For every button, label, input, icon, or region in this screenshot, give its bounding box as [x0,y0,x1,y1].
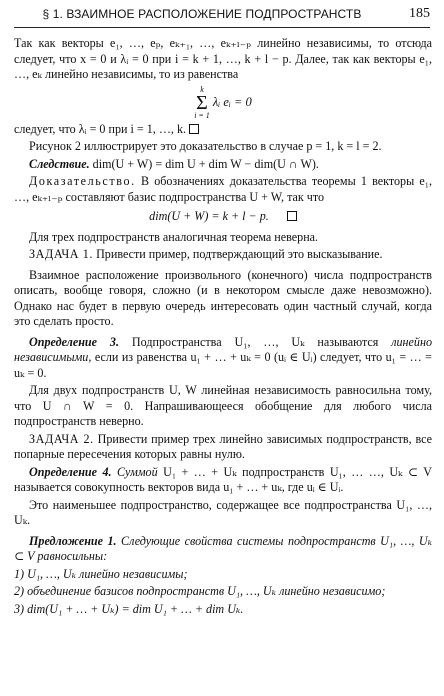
page-body [14,36,432,619]
proposition-1-text: Следующие свойства системы подпространств U₁, …, Uₖ ⊂ V равносильны: [14,533,432,563]
conclusion-text: следует, что λᵢ = 0 при i = 1, …, k. [14,121,187,136]
dimension-formula [14,209,432,225]
running-header [14,3,430,28]
definition-4-term: Суммой [116,464,158,479]
paragraph-two-subspaces: Для двух подпространств U, W линейная независимость равносильна тому, что U ∩ W = 0. Напрашивающееся обобщение для любого числа подпространств неверно. [14,383,432,428]
definition-4-label: Определение 4. [29,464,112,479]
task-2-label: ЗАДАЧА 2. [29,431,94,446]
proposition-1 [14,534,432,565]
proof-text: В обозначениях доказательства теоремы 1 векторы e₁, …, eₖ₊ₗ₋ₚ составляют базис подпространства U + W, так что [14,174,432,204]
definition-3-condition: , если из равенства u₁ + … + uₖ = 0 (uᵢ ∈ Uᵢ) следует, что u₁ = … = uₖ = 0. [14,350,432,380]
paragraph-mutual-position: Взаимное расположение произвольного (конечного) числа подпространств описать, вообще говоря, сложно (и в некотором смысле даже невозможно). Однако нас будет в первую очередь интересовать один частный случай, когда это сделать просто. [14,267,432,328]
list-item-1: 1) U₁, …, Uₖ линейно независимы; [14,566,188,581]
list-item-3: 3) dim(U₁ + … + Uₖ) = dim U₁ + … + dim Uₖ. [14,601,244,616]
sum-upper-limit: k [200,84,204,94]
paragraph-figure-ref: Рисунок 2 иллюстрирует это доказательство в случае p = 1, k = l = 2. [29,139,382,153]
list-item-2: 2) объединение базисов подпространств U₁, …, Uₖ линейно независимо; [14,584,386,598]
paragraph-smallest-subspace: Это наименьшее подпространство, содержащее все подпространства U₁, …, Uₖ. [14,497,432,527]
paragraph-independence: Так как векторы e₁, …, eₚ, eₖ₊₁, …, eₖ₊ₗ₋ₚ линейно независимы, то отсюда следует, что x = 0 и λᵢ = 0 при i = k + 1, …, k + l − p. Далее, так как векторы e₁, …, eₖ линейно независимы, то из равенства [14,36,432,81]
definition-4 [14,465,432,496]
section-title: § 1. ВЗАИМНОЕ РАСПОЛОЖЕНИЕ ПОДПРОСТРАНСТВ [42,7,362,21]
paragraph-conclusion [14,122,432,138]
task-1 [14,247,432,263]
task-2-text: Привести пример трех линейно зависимых подпространств, все попарные пересечения которых равны нулю. [14,431,432,461]
definition-4-text: U₁ + … + Uₖ подпространств U₁, … …, Uₖ ⊂ V называется совокупность векторов вида u₁ + … + uₖ, где uᵢ ∈ Uᵢ. [14,464,432,494]
task-2 [14,432,432,463]
corollary-label: Следствие. [29,156,90,171]
sum-equation [14,86,432,120]
proposition-1-label: Предложение 1. [29,533,117,548]
sum-symbol: Σ [196,91,208,114]
definition-3 [14,335,432,382]
proof-label: Доказательство. [29,174,136,188]
corollary-formula: dim(U + W) = dim U + dim W − dim(U ∩ W). [92,156,319,171]
formula-text: dim(U + W) = k + l − p. [149,209,269,223]
proof [14,174,432,205]
corollary [14,157,432,173]
task-1-label: ЗАДАЧА 1. [29,247,94,261]
definition-3-term: линейно независимыми [14,334,432,364]
definition-3-label: Определение 3. [29,334,119,349]
paragraph-three-subspaces: Для трех подпространств аналогичная теорема неверна. [29,229,319,244]
qed-square-icon [287,211,297,221]
sum-term: λᵢ eᵢ = 0 [212,94,252,109]
page-number: 185 [409,6,430,21]
sum-lower-limit: i = 1 [194,110,210,120]
task-1-text: Привести пример, подтверждающий это высказывание. [96,247,383,261]
definition-3-text: Подпространства U₁, …, Uₖ называются [131,334,379,349]
qed-square-icon [189,124,199,134]
